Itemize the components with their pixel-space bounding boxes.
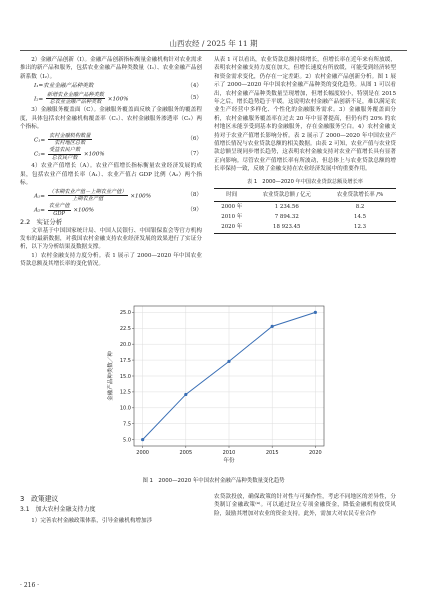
equation-4 [34,82,202,90]
y-tick-label: 10.0 [119,405,131,412]
left-column [20,56,202,269]
equation-7 [34,147,202,161]
table-row [214,222,396,233]
table-1-caption: 表 1 2000—2020 年中国农业贷款总额及增长率 [246,178,363,185]
y-tick-label: 22.5 [119,326,131,333]
equation-8-number: （8） [187,192,202,199]
equation-6-fraction [48,133,92,147]
y-tick-label: 5.0 [123,437,131,444]
y-tick-label: 17.5 [119,357,131,364]
x-tick-label: 2010 [222,450,236,456]
y-tick-label: 7.5 [123,421,131,428]
table-cell-loan: 7 894.32 [274,213,299,220]
equation-5 [34,92,202,106]
paragraph-service-coverage: 3）金融服务覆盖面（C）。金融服务覆盖面反映了金融服务的覆盖程度，具体包括农村金融机构覆盖率（C₁）、农村金融服务渗透率（C₂）两个指标。 [20,107,202,131]
table-cell-loan: 1 234.56 [274,203,299,210]
product-count-line-chart [102,300,332,470]
equation-8-denominator: 上期农业产值 [72,195,104,202]
table-cell-growth: 14.5 [354,213,367,220]
paragraph-policy-1: 1）完善农村金融政策体系，引导金融机构增加涉 [31,517,153,524]
equation-4-expr: I₁=农业金融产品种类数 [34,83,94,90]
equation-9 [34,203,202,217]
equation-5-tail: ×100% [107,96,129,103]
y-axis-label: 金融产品种类数／种 [108,351,114,401]
data-point [141,438,144,441]
equation-4-number: （4） [187,83,202,90]
equation-9-number: （9） [187,207,202,214]
data-point [184,393,187,396]
paragraph-policy-2: 农贷款投放，确保政策的针对性与可操作性，考虑不同地区的差异性，分类制订金融政策⁽⁴⁾。可以通过设立专项金融资金，降低金融机构放贷风险，鼓励其增加对农业的资金支持。此外，需加大对农民专业合作 [214,494,396,517]
equation-8-lhs: A₁= [34,192,45,199]
table-row [214,212,396,222]
data-point [227,360,230,363]
y-tick-label: 12.5 [119,389,131,396]
table-1 [214,188,396,234]
table-cell-growth: 8.2 [355,203,365,210]
table-header-cell: 农业贷款总额 / 亿元 [249,189,324,201]
table-row [214,201,396,212]
paragraph-support-analysis: 1）农村金融支持力度分析。表 1 展示了 2000—2020 年中国农业贷款总额及其增长率的变化情况。 [20,252,202,268]
equation-9-fraction [48,203,71,217]
table-header-row [214,189,396,201]
x-tick-label: 2000 [136,450,150,456]
equation-7-denominator: 总农民户数 [51,154,78,161]
equation-9-lhs: A₂= [34,207,45,214]
table-header-cell: 时间 [214,189,249,201]
header-rule [20,50,407,51]
equation-7-fraction [48,147,81,161]
data-point [271,325,274,328]
equation-6-lhs: C₁= [34,137,46,144]
equation-5-lhs: I₂= [34,96,44,103]
equation-7-numerator: 受益农民户数 [49,147,81,154]
paragraph-agri-output: 4）农业产值增长（A）。农业产值增长指标衡量农业经济发展的成果，包括农业产值增长率（A₁）、农业产值占 GDP 比例（A₂）两个指标。 [20,163,202,187]
y-tick-label: 15.0 [119,373,131,380]
equation-8-fraction [48,189,128,203]
equation-8-numerator: （本期农业产值－上期农业产值） [48,188,127,195]
paragraph-results: 从表 1 可以看出，农业贷款总额持续增长，但增长率在近年来有所放缓，表明农村金融支持力度在加大，但增长速度有所放缓，可能受到经济转型和资金需求变化，仍存在一定差距。2）农村金融产品创新分析。图 1 展示了 2000—2020 年中国农村金融产品种类的变化趋势。从图 1 可以看出，农村金融产品种类数量呈现增加，但增长幅度较小，特别是在 2015 年之后，增长趋势趋于平缓。这说明农村金融产品创新不足，难以满足农业生产经营中多样化、个性化的金融服务需求。3）金融服务覆盖面分析，农村金融服务覆盖率在过去 20 年中显著提高，但仍有约 20% 的农村地区未能享受到基本的金融服务，存在金融服务空白。4）农村金融支持对于农业产值增长影响分析。表 2 展示了 2000—2020 年中国农业产值增长情况与农业贷款总额的相关数据。由表 2 可知，农业产值与农业贷款总额呈现同步增长趋势，这表明农村金融支持对农业产值增长具有显著正向影响。尽管农业产值增长率有所波动，但总体上与农业贷款总额的增长率保持一致，反映了金融支持在农业经济发展中的重要作用。 [214,57,396,173]
table-cell-growth: 12.3 [324,222,396,233]
figure-1-caption: 图 1 2000—2020 年中国农村金融产品种类数量变化趋势 [142,478,285,484]
equation-5-numerator: 新增农业金融产品种类数 [46,91,104,98]
section-3 [20,493,202,525]
equation-6-numerator: 农村金融机构数量 [49,132,91,139]
paragraph-empirical-intro: 文章基于中国国家统计局、中国人民银行、中国银保监会等官方机构发布的最新数据，对我国农村金融支持农业经济发展的效果进行了实证分析，以下为分析结果及数据支撑。 [20,227,202,251]
paragraph-product-innovation: 2）金融产品创新（I）。金融产品创新指标衡量金融机构针对农业需求推出的新产品和服务，包括农业金融产品种类数量（I₁）、农业金融产品创新系数（I₂）。 [20,57,202,80]
equation-9-denominator: GDP [53,210,66,217]
table-cell-year: 2000 年 [221,203,243,210]
section-3-1-title: 3.1 加大农村金融支持力度 [20,506,96,514]
journal-header: 山西农经 / 2025 年 11 期 [169,39,258,48]
equation-9-tail: ×100% [73,207,94,214]
equation-8 [34,189,202,203]
equation-7-tail: ×100% [83,151,105,158]
equation-7-lhs: C₂= [34,151,46,158]
table-cell-year: 2010 年 [221,213,243,220]
x-tick-label: 2005 [179,450,193,456]
figure-1 [102,300,332,470]
equation-9-numerator: 农业产值 [48,203,70,210]
section-3-title: 3 政策建议 [20,495,59,503]
equation-5-fraction [46,92,105,106]
equation-5-denominator: 总农业金融产品种类数 [49,99,102,106]
equation-6-number: （6） [187,136,202,143]
section-2-2-title: 2.2 实证分析 [20,218,63,227]
x-tick-label: 2020 [308,450,322,456]
table-header-cell: 农业贷款增长率 /% [324,189,396,201]
page-number: · 216 · [20,582,40,589]
x-tick-label: 2015 [265,450,279,456]
equation-8-tail: ×100% [130,192,152,199]
table-cell-loan: 18 923.45 [249,222,324,233]
table-cell-year: 2020 年 [214,222,249,233]
equation-7-number: （7） [187,151,202,158]
equation-6-denominator: 农村地区总数 [54,140,86,147]
data-point [314,311,317,314]
y-tick-label: 25.0 [119,310,131,317]
x-axis-label: 年份 [223,458,235,464]
equation-5-number: （5） [187,95,202,102]
y-tick-label: 20.0 [119,341,131,348]
section-3-continued [214,493,396,518]
right-column [214,56,396,234]
equation-6 [34,133,202,147]
